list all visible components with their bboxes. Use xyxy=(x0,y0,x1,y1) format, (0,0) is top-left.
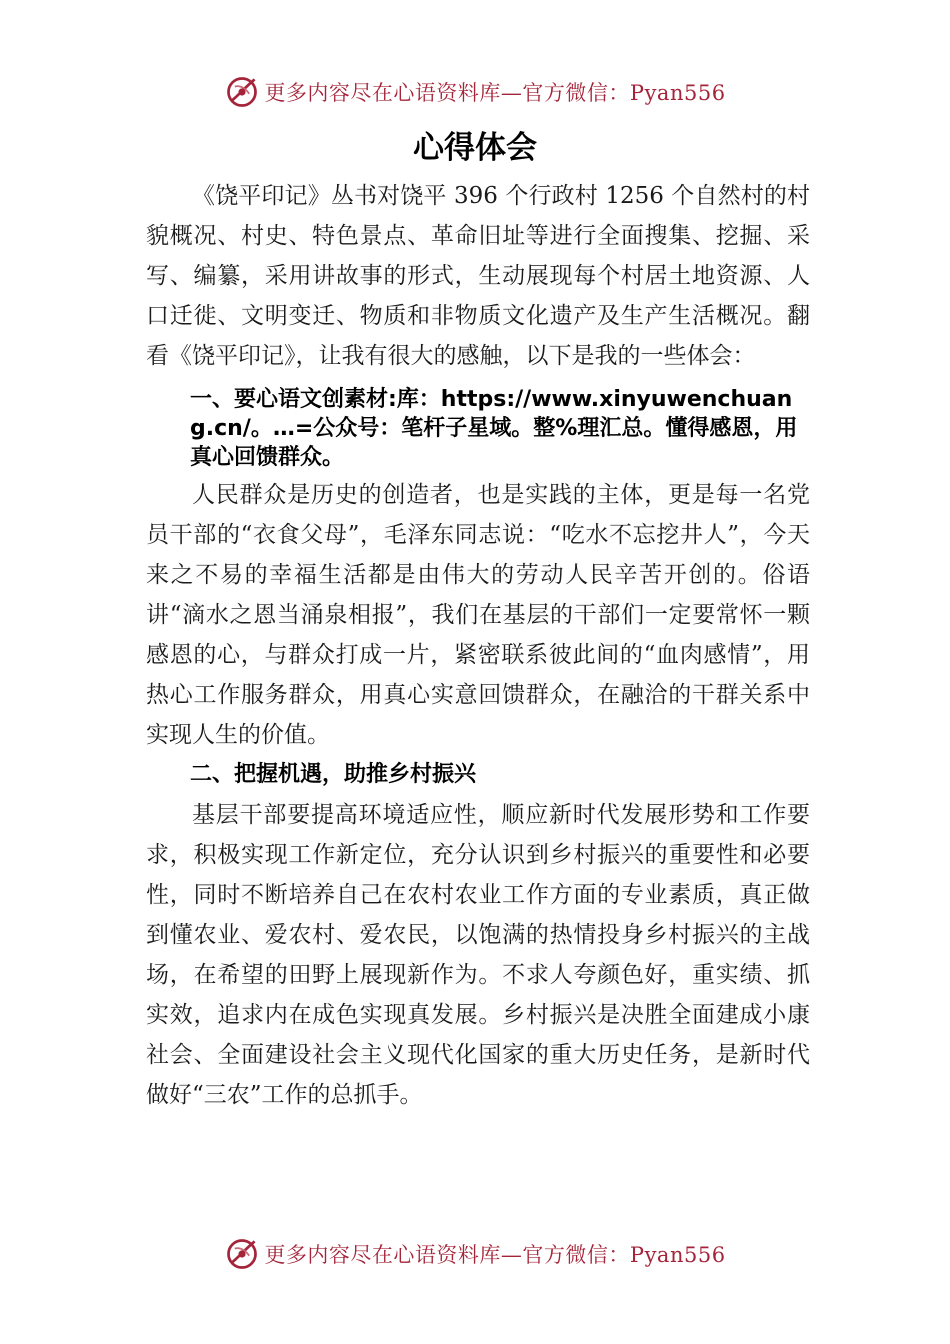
section-2-paragraph: 基层干部要提高环境适应性，顺应新时代发展形势和工作要求，积极实现工作新定位，充分认识到乡村振兴的重要性和必要性，同时不断培养自己在农村农业工作方面的专业素质，真正做到懂农业、爱农村、爱农民，以饱满的热情投身乡村振兴的主战场，在希望的田野上展现新作为。不求人夸颜色好，重实绩、抓实效，追求内在成色实现真发展。乡村振兴是决胜全面建成小康社会、全面建设社会主义现代化国家的重大历史任务，是新时代做好“三农”工作的总抓手。 xyxy=(146,802,810,1108)
brand-logo-icon xyxy=(224,74,260,110)
intro-paragraph: 《饶平印记》丛书对饶平 396 个行政村 1256 个自然村的村貌概况、村史、特色景点、革命旧址等进行全面搜集、挖掘、采写、编纂，采用讲故事的形式，生动展现每个村居土地资源、人口迁徙、文明变迁、物质和非物质文化遗产及生产生活概况。翻看《饶平印记》，让我有很大的感触，以下是我的一些体会： xyxy=(146,183,810,369)
footer-banner-text: 更多内容尽在心语资料库—官方微信：Pyan556 xyxy=(264,1243,726,1267)
header-banner-text: 更多内容尽在心语资料库—官方微信：Pyan556 xyxy=(264,81,726,105)
document-title: 心得体会 xyxy=(413,130,537,166)
section-1-heading: 一、要心语文创素材:库：https://www.xinyuwenchuang.cn/。…=公众号：笔杆子星域。整%理汇总。懂得感恩，用真心回馈群众。 xyxy=(190,387,798,470)
brand-logo-icon xyxy=(224,1236,260,1272)
section-2-heading: 二、把握机遇，助推乡村振兴 xyxy=(190,762,477,787)
header-banner xyxy=(0,70,950,114)
document-body xyxy=(146,176,810,1115)
footer-banner xyxy=(0,1232,950,1276)
section-1-paragraph: 人民群众是历史的创造者，也是实践的主体，更是每一名党员干部的“衣食父母”，毛泽东同志说：“吃水不忘挖井人”，今天来之不易的幸福生活都是由伟大的劳动人民辛苦开创的。俗语讲“滴水之恩当涌泉相报”，我们在基层的干部们一定要常怀一颗感恩的心，与群众打成一片，紧密联系彼此间的“血肉感情”，用热心工作服务群众，用真心实意回馈群众，在融洽的干群关系中实现人生的价值。 xyxy=(146,482,810,748)
